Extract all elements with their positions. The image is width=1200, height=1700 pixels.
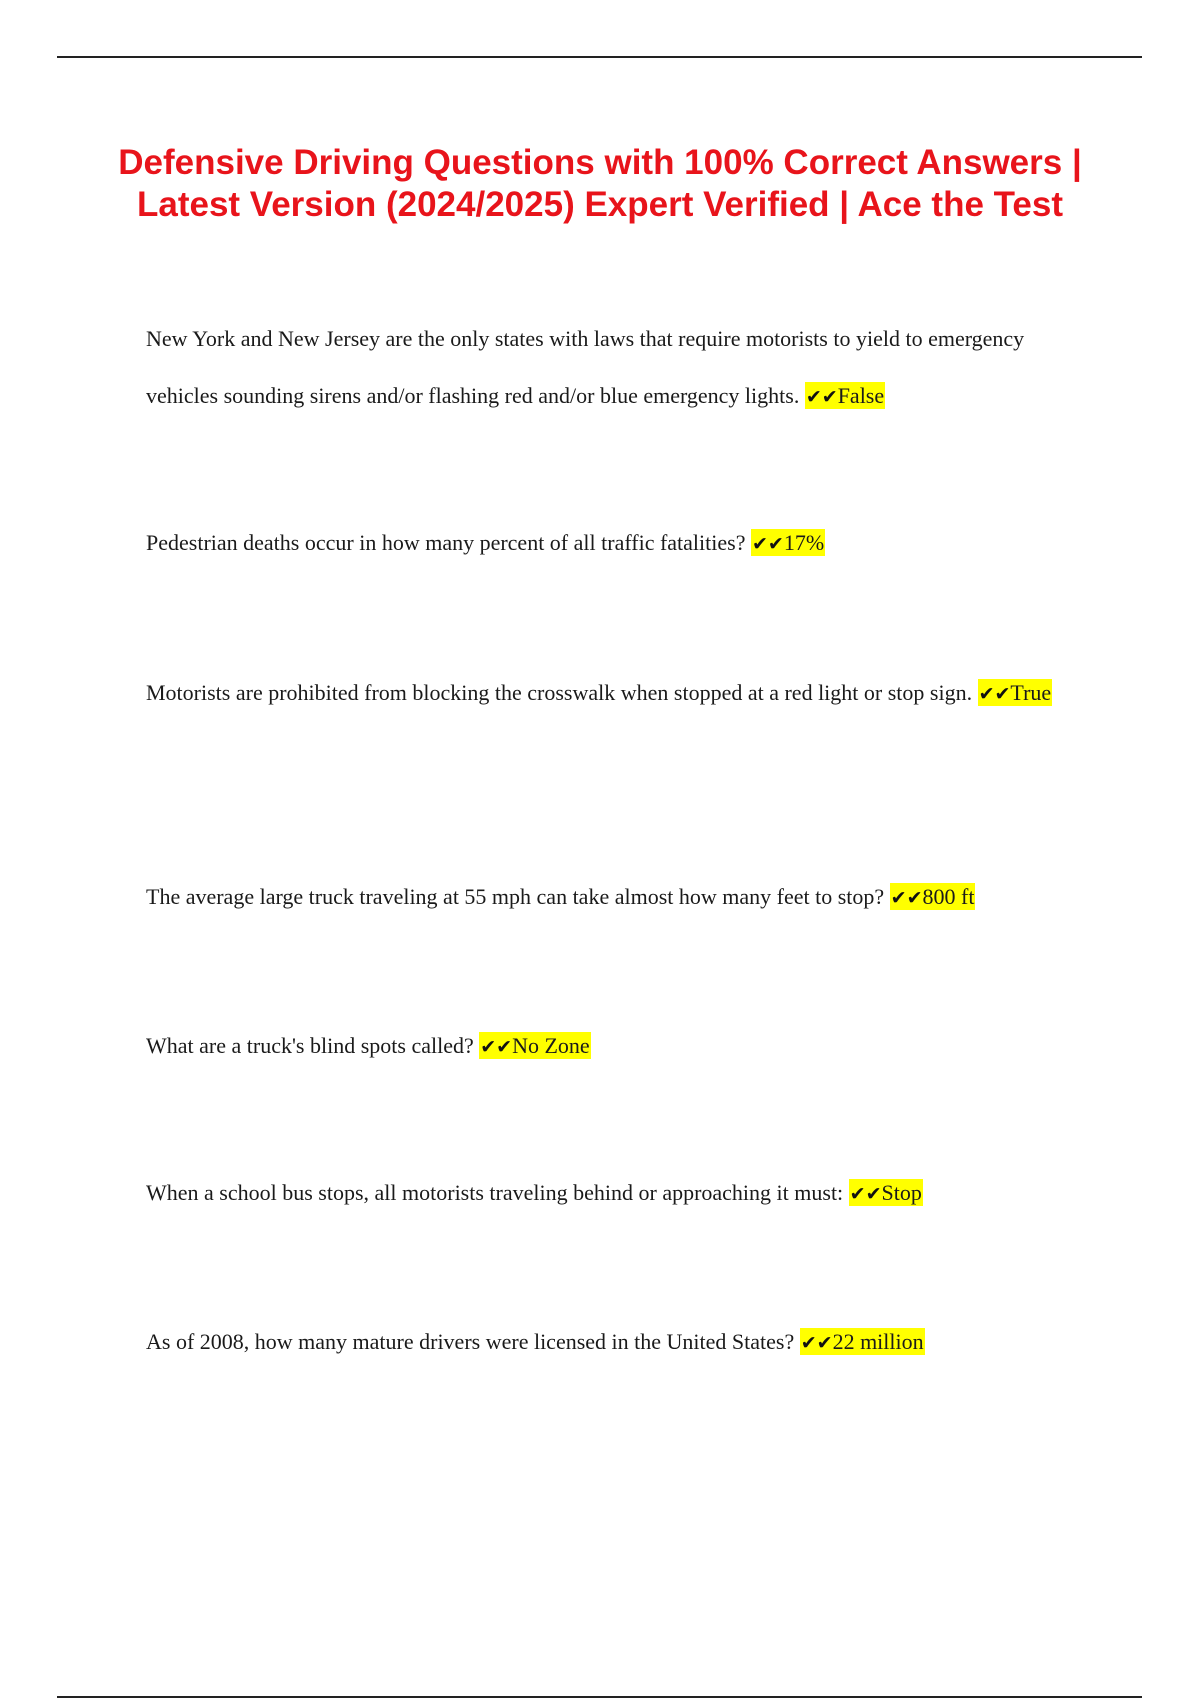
qa-item-5 bbox=[146, 1017, 1086, 1076]
double-check-icon: ✔✔ bbox=[480, 1036, 513, 1058]
question-text: Pedestrian deaths occur in how many percent of all traffic fatalities? bbox=[146, 530, 746, 555]
double-check-icon: ✔✔ bbox=[890, 887, 923, 909]
answer-text: No Zone bbox=[512, 1033, 590, 1058]
answer-text: 800 ft bbox=[922, 884, 975, 909]
bottom-rule bbox=[57, 1696, 1142, 1698]
answer-text: False bbox=[837, 383, 885, 408]
question-text: Motorists are prohibited from blocking the crosswalk when stopped at a red light or stop sign. bbox=[146, 680, 973, 705]
question-text: New York and New Jersey are the only states with laws that require motorists to yield to emergency vehicles sounding sirens and/or flashing red and/or blue emergency lights. bbox=[146, 326, 1025, 408]
double-check-icon: ✔✔ bbox=[978, 683, 1011, 705]
double-check-icon: ✔✔ bbox=[800, 1332, 833, 1354]
double-check-icon: ✔✔ bbox=[849, 1183, 882, 1205]
qa-item-4 bbox=[146, 868, 1086, 927]
answer-text: Stop bbox=[881, 1180, 922, 1205]
question-text: When a school bus stops, all motorists traveling behind or approaching it must: bbox=[146, 1180, 844, 1205]
question-text: What are a truck's blind spots called? bbox=[146, 1033, 474, 1058]
answer-text: 22 million bbox=[832, 1329, 924, 1354]
qa-item-2 bbox=[146, 514, 1086, 573]
qa-item-6 bbox=[146, 1164, 1086, 1223]
answer-highlight bbox=[800, 1328, 925, 1355]
answer-text: 17% bbox=[783, 530, 825, 555]
question-text: The average large truck traveling at 55 mph can take almost how many feet to stop? bbox=[146, 884, 885, 909]
qa-item-1 bbox=[146, 310, 1086, 426]
double-check-icon: ✔✔ bbox=[805, 386, 838, 408]
answer-text: True bbox=[1010, 680, 1052, 705]
answer-highlight bbox=[751, 529, 825, 556]
answer-highlight bbox=[805, 382, 885, 409]
qa-item-7 bbox=[146, 1313, 1086, 1372]
answer-highlight bbox=[479, 1032, 590, 1059]
qa-item-3 bbox=[146, 664, 1086, 723]
answer-highlight bbox=[849, 1179, 923, 1206]
answer-highlight bbox=[890, 883, 976, 910]
document-title: Defensive Driving Questions with 100% Correct Answers | Latest Version (2024/2025) Expert Verified | Ace the Test bbox=[118, 143, 1082, 224]
answer-highlight bbox=[978, 679, 1053, 706]
double-check-icon: ✔✔ bbox=[751, 533, 784, 555]
top-rule bbox=[57, 56, 1142, 58]
question-text: As of 2008, how many mature drivers were licensed in the United States? bbox=[146, 1329, 795, 1354]
